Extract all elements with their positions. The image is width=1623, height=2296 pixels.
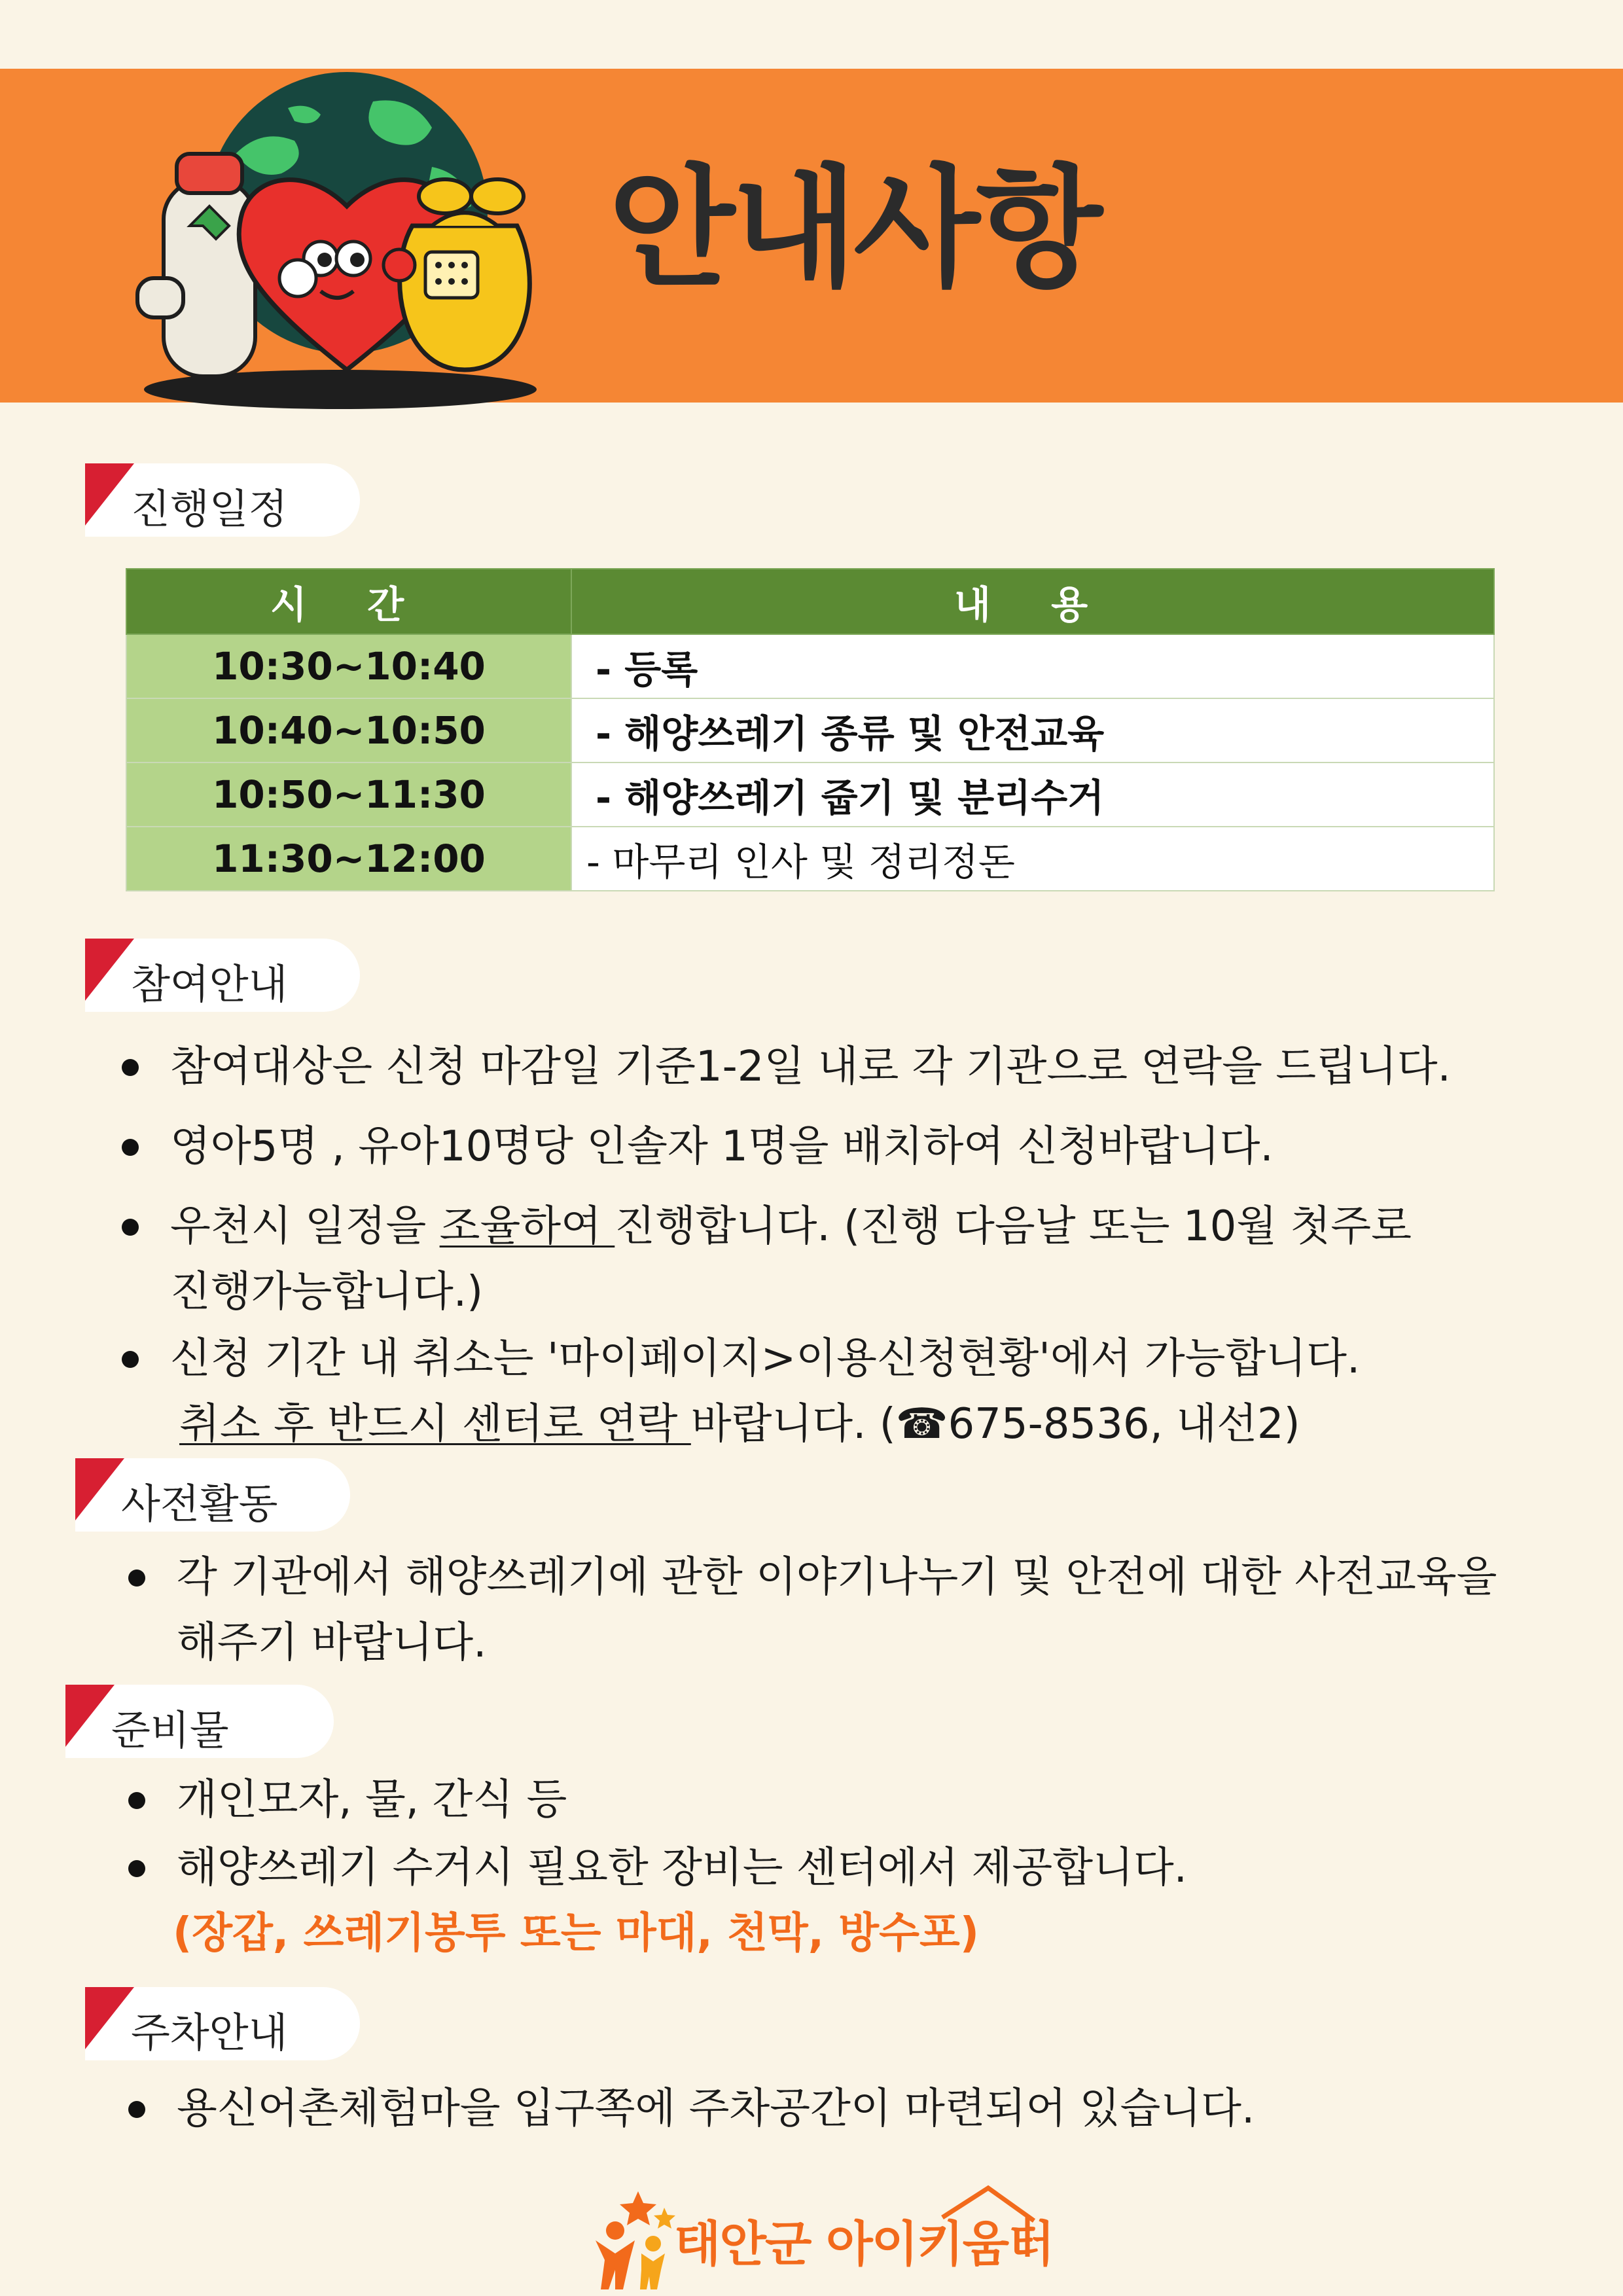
list-item: 우천시 일정을 조율하여 진행합니다. (진행 다음날 또는 10월 첫주로 진행가능합니다.) bbox=[118, 1194, 1584, 1325]
section-tag-label: 참여안내 bbox=[131, 960, 288, 1008]
column-header-content: 내 용 bbox=[571, 569, 1494, 634]
section-tag-participation bbox=[85, 939, 373, 1012]
section-tag-pre-activity bbox=[75, 1458, 363, 1532]
section-tag-parking bbox=[85, 1987, 373, 2060]
table-row bbox=[126, 827, 1494, 891]
list-item: 신청 기간 내 취소는 '마이페이지>이용신청현황'에서 가능합니다. 취소 후 반드시 센터로 연락 바랍니다. (☎675-8536, 내선2) bbox=[118, 1326, 1584, 1457]
parking-list bbox=[124, 2076, 1590, 2142]
supplies-list bbox=[124, 1767, 1590, 1966]
eco-mascots-illustration bbox=[124, 62, 569, 416]
table-header-row bbox=[126, 569, 1494, 634]
section-tag-supplies bbox=[65, 1685, 340, 1758]
content-cell: - 마무리 인사 및 정리정돈 bbox=[571, 827, 1494, 891]
list-item: 개인모자, 물, 간식 등 bbox=[124, 1767, 1590, 1833]
table-row bbox=[126, 762, 1494, 827]
list-item: 용신어촌체험마을 입구쪽에 주차공간이 마련되어 있습니다. bbox=[124, 2076, 1590, 2142]
content-cell: - 해양쓰레기 줍기 및 분리수거 bbox=[571, 762, 1494, 827]
list-item: 해양쓰레기 수거시 필요한 장비는 센터에서 제공합니다. (장갑, 쓰레기봉투 또는 마대, 천막, 방수포) bbox=[124, 1835, 1590, 1966]
supplies-note: (장갑, 쓰레기봉투 또는 마대, 천막, 방수포) bbox=[173, 1909, 980, 1958]
page-title: 안내사항 bbox=[609, 152, 1099, 305]
time-cell: 10:30~10:40 bbox=[126, 634, 571, 698]
list-item: 영아5명 , 유아10명당 인솔자 1명을 배치하여 신청바랍니다. bbox=[118, 1114, 1584, 1179]
schedule-table bbox=[126, 568, 1495, 891]
section-tag-schedule bbox=[85, 463, 373, 537]
participation-list bbox=[118, 1034, 1584, 1457]
pre-activity-list bbox=[124, 1545, 1603, 1676]
section-tag-label: 준비물 bbox=[111, 1706, 229, 1754]
time-cell: 10:50~11:30 bbox=[126, 762, 571, 827]
table-row bbox=[126, 634, 1494, 698]
column-header-time: 시 간 bbox=[126, 569, 571, 634]
section-tag-label: 진행일정 bbox=[131, 485, 288, 533]
section-tag-label: 주차안내 bbox=[131, 2009, 288, 2056]
center-logo-text: 태안군 아이키움터 bbox=[674, 2216, 1054, 2272]
content-cell: - 등록 bbox=[571, 634, 1494, 698]
list-item: 참여대상은 신청 마감일 기준1-2일 내로 각 기관으로 연락을 드립니다. bbox=[118, 1034, 1584, 1100]
content-cell: - 해양쓰레기 종류 및 안전교육 bbox=[571, 698, 1494, 762]
table-row bbox=[126, 698, 1494, 762]
list-item: 각 기관에서 해양쓰레기에 관한 이야기나누기 및 안전에 대한 사전교육을 해주기 바랍니다. bbox=[124, 1545, 1603, 1676]
time-cell: 10:40~10:50 bbox=[126, 698, 571, 762]
section-tag-label: 사전활동 bbox=[121, 1480, 278, 1528]
time-cell: 11:30~12:00 bbox=[126, 827, 571, 891]
